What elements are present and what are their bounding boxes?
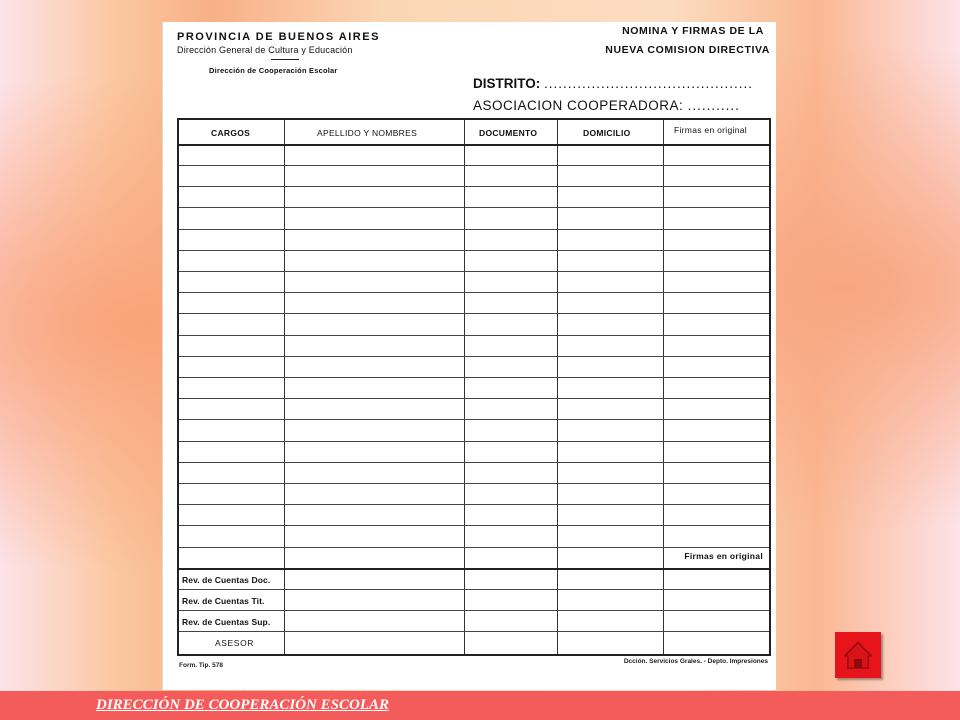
ruled-line <box>179 313 769 314</box>
ruled-line <box>179 441 769 442</box>
ruled-line <box>179 271 769 272</box>
ruled-line <box>179 483 769 484</box>
row-label-rev-doc: Rev. de Cuentas Doc. <box>182 575 271 585</box>
ruled-line <box>179 335 769 336</box>
ruled-line <box>179 229 769 230</box>
row-label-rev-tit: Rev. de Cuentas Tit. <box>182 596 265 606</box>
ruled-line <box>179 398 769 399</box>
ruled-line <box>179 525 769 526</box>
home-icon <box>835 632 881 678</box>
ruled-line <box>179 568 769 570</box>
ruled-line <box>179 186 769 187</box>
distrito-dots: ............................................ <box>544 76 754 91</box>
home-button[interactable] <box>835 632 881 678</box>
department-name: Dirección de Cooperación Escolar <box>209 66 338 75</box>
column-header-apellido: APELLIDO Y NOMBRES <box>317 128 418 138</box>
printer-credit: Dcción. Servicios Grales. - Depto. Impresiones <box>623 658 768 665</box>
form-title-line1: NOMINA Y FIRMAS DE LA <box>622 25 764 37</box>
column-divider <box>284 120 285 654</box>
column-header-firmas: Firmas en original <box>674 125 747 135</box>
firmas-label-lower: Firmas en original <box>684 551 763 561</box>
ruled-line <box>179 547 769 548</box>
province-name: PROVINCIA DE BUENOS AIRES <box>177 31 380 43</box>
asociacion-dots: ........... <box>687 98 740 113</box>
form-header-right <box>605 25 770 56</box>
ruled-line <box>179 165 769 166</box>
ruled-line <box>179 207 769 208</box>
ruled-line <box>179 292 769 293</box>
form-title-line2: NUEVA COMISION DIRECTIVA <box>605 44 770 56</box>
form-sheet <box>162 22 776 690</box>
row-label-rev-sup: Rev. de Cuentas Sup. <box>182 617 271 627</box>
row-label-asesor: ASESOR <box>215 638 255 648</box>
ruled-line <box>179 377 769 378</box>
ruled-line <box>179 589 769 590</box>
column-header-documento: DOCUMENTO <box>479 128 538 138</box>
column-header-domicilio: DOMICILIO <box>583 128 631 138</box>
ruled-line <box>179 504 769 505</box>
column-divider <box>464 120 465 654</box>
header-rule <box>271 59 299 60</box>
directorate-name: Dirección General de Cultura y Educación <box>177 45 353 55</box>
ruled-line <box>179 419 769 420</box>
asociacion-field <box>473 98 740 113</box>
footer-bar <box>0 691 960 720</box>
column-header-cargos: CARGOS <box>211 128 251 138</box>
column-divider <box>557 120 558 654</box>
form-code: Form. Tip. 578 <box>179 662 223 669</box>
ruled-line <box>179 144 769 146</box>
footer-link[interactable]: DIRECCIÓN DE COOPERACIÓN ESCOLAR <box>96 697 389 713</box>
ruled-line <box>179 356 769 357</box>
distrito-label: DISTRITO: <box>473 76 541 91</box>
distrito-field <box>473 76 753 91</box>
form-header-left <box>177 31 380 75</box>
asociacion-label: ASOCIACION COOPERADORA: <box>473 98 684 113</box>
ruled-line <box>179 250 769 251</box>
members-table <box>177 118 771 656</box>
column-divider <box>663 120 664 654</box>
ruled-line <box>179 462 769 463</box>
ruled-line <box>179 631 769 632</box>
ruled-line <box>179 610 769 611</box>
